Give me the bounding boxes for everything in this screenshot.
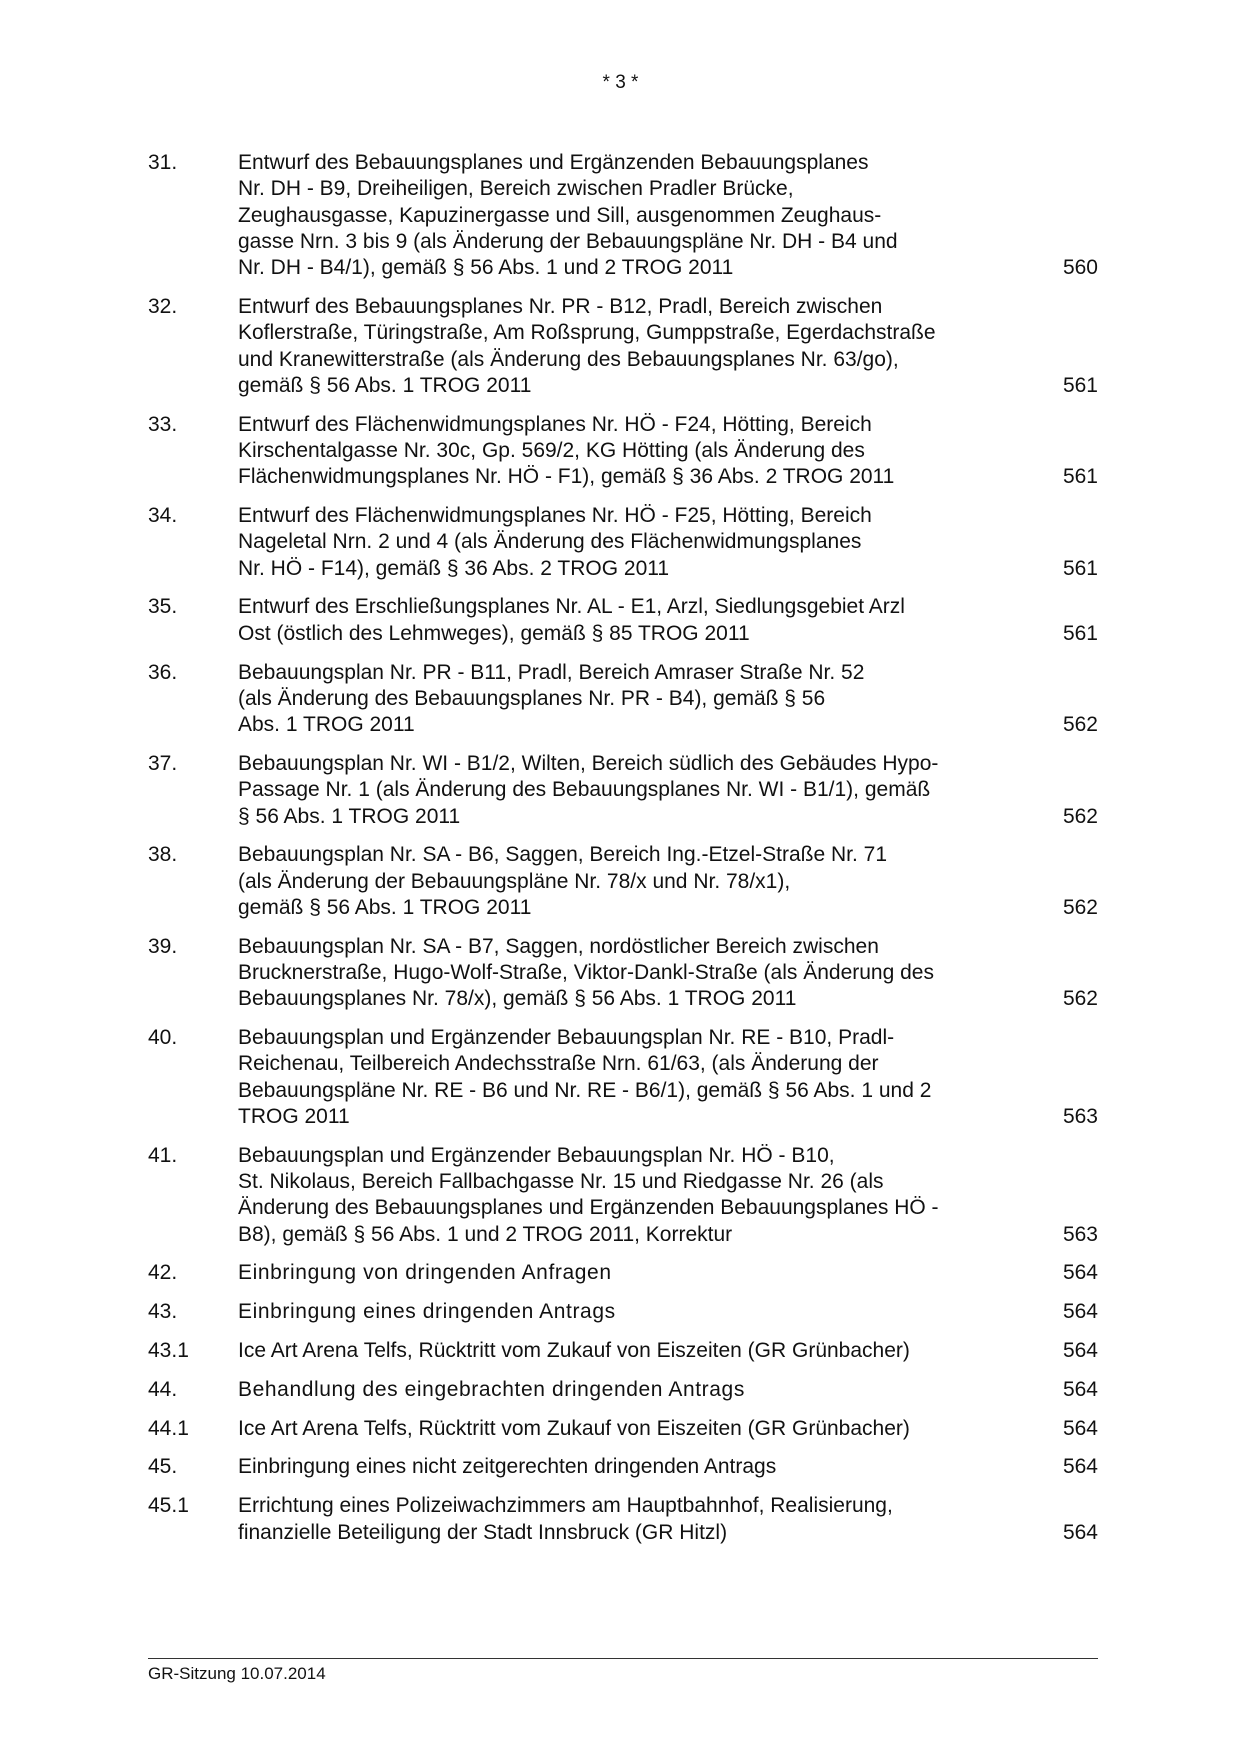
toc-entry-number: 44.1 xyxy=(148,1416,189,1440)
toc-entry xyxy=(148,503,1098,582)
toc-entry-title: Behandlung des eingebrachten dringenden Antrags xyxy=(238,1377,745,1401)
toc-entry-page: 564 xyxy=(1062,1455,1098,1479)
toc-entry xyxy=(148,1299,1098,1325)
toc-entry-number: 42. xyxy=(148,1261,178,1285)
toc-entry xyxy=(148,1025,1098,1130)
footer-divider xyxy=(148,1658,1098,1659)
toc-entry xyxy=(148,1260,1098,1286)
toc-entry-number: 35. xyxy=(148,595,178,619)
page-number: * 3 * xyxy=(602,72,639,93)
toc-entry-page: 561 xyxy=(1062,465,1098,489)
toc-entry-title: Bebauungsplan Nr. SA - B7, Saggen, nordöstlicher Bereich zwischen Brucknerstraße, Hugo-Wolf-Straße, Viktor-Dankl-Straße (als Änderung des Bebauungsplanes Nr. 78/x), gemäß § 56 Abs. 1 TROG 2011 xyxy=(238,934,934,1011)
toc-entry-title: Entwurf des Erschließungsplanes Nr. AL - E1, Arzl, Siedlungsgebiet Arzl Ost (östlich des Lehmweges), gemäß § 85 TROG 2011 xyxy=(238,595,905,645)
toc-entry-page: 563 xyxy=(1062,1222,1098,1246)
toc-entry-title: Ice Art Arena Telfs, Rücktritt vom Zukauf von Eiszeiten (GR Grünbacher) xyxy=(238,1416,910,1440)
toc-entry-number: 43. xyxy=(148,1300,178,1324)
toc-entry-number: 44. xyxy=(148,1377,178,1401)
toc-entry-number: 32. xyxy=(148,294,178,318)
toc-entry-number: 40. xyxy=(148,1026,178,1050)
toc-entry-page: 562 xyxy=(1062,987,1098,1011)
toc-entry-page: 564 xyxy=(1062,1377,1098,1401)
toc-entry xyxy=(148,1493,1098,1546)
toc-entry-title: Entwurf des Bebauungsplanes und Ergänzenden Bebauungsplanes Nr. DH - B9, Dreiheiligen, Bereich zwischen Pradler Brücke, Zeughausgasse, Kapuzinergasse und Sill, ausgenommen Zeughaus- gasse Nrn. 3 bis 9 (als Änderung der Bebauungspläne Nr. DH - B4 und Nr. DH - B4/1), gemäß § 56 Abs. 1 und 2 TROG 2011 xyxy=(238,151,898,280)
toc-entry xyxy=(148,1416,1098,1442)
toc-entry-number: 36. xyxy=(148,660,178,684)
toc-entry-title: Ice Art Arena Telfs, Rücktritt vom Zukauf von Eiszeiten (GR Grünbacher) xyxy=(238,1339,910,1363)
toc-entry-page: 562 xyxy=(1062,804,1098,828)
toc-entry-page: 564 xyxy=(1062,1520,1098,1544)
toc-entry-number: 37. xyxy=(148,751,178,775)
toc-entry-title: Bebauungsplan und Ergänzender Bebauungsplan Nr. RE - B10, Pradl- Reichenau, Teilbereich Andechsstraße Nrn. 61/63, (als Änderung der Bebauungspläne Nr. RE - B6 und Nr. RE - B6/1), gemäß § 56 Abs. 1 und 2 TROG 2011 xyxy=(238,1026,932,1128)
toc-entry xyxy=(148,751,1098,830)
toc-entry xyxy=(148,1143,1098,1248)
toc-entry-number: 38. xyxy=(148,843,178,867)
toc-entry-title: Entwurf des Bebauungsplanes Nr. PR - B12, Pradl, Bereich zwischen Koflerstraße, Türingstraße, Am Roßsprung, Gumppstraße, Egerdachstraße und Kranewitterstraße (als Änderung des Bebauungsplanes Nr. 63/go), gemäß § 56 Abs. 1 TROG 2011 xyxy=(238,294,936,397)
toc-entry-title: Entwurf des Flächenwidmungsplanes Nr. HÖ - F25, Hötting, Bereich Nageletal Nrn. 2 und 4 (als Änderung des Flächenwidmungsplanes Nr. HÖ - F14), gemäß § 36 Abs. 2 TROG 2011 xyxy=(238,504,872,580)
toc-entry xyxy=(148,1377,1098,1403)
toc-entry-page: 563 xyxy=(1062,1105,1098,1128)
toc-entry xyxy=(148,842,1098,921)
toc-entry-title: Bebauungsplan Nr. WI - B1/2, Wilten, Bereich südlich des Gebäudes Hypo- Passage Nr. 1 (als Änderung des Bebauungsplanes Nr. WI - B1/1), gemäß § 56 Abs. 1 TROG 2011 xyxy=(238,751,939,828)
toc-entry-page: 560 xyxy=(1062,256,1098,280)
toc-entry-number: 43.1 xyxy=(148,1339,189,1363)
toc-entry-number: 45.1 xyxy=(148,1494,189,1518)
toc-entry-title: Einbringung eines nicht zeitgerechten dringenden Antrags xyxy=(238,1455,777,1479)
toc-entry-title: Einbringung eines dringenden Antrags xyxy=(238,1300,616,1324)
toc-entry-number: 34. xyxy=(148,504,178,528)
toc-entry-page: 564 xyxy=(1062,1416,1098,1440)
toc-entry-title: Bebauungsplan Nr. PR - B11, Pradl, Bereich Amraser Straße Nr. 52 (als Änderung des Bebauungsplanes Nr. PR - B4), gemäß § 56 Abs. 1 TROG 2011 xyxy=(238,660,865,737)
footer-session-date: GR-Sitzung 10.07.2014 xyxy=(148,1664,326,1683)
toc-entry-title: Einbringung von dringenden Anfragen xyxy=(238,1261,612,1285)
toc-entry-number: 39. xyxy=(148,934,178,958)
toc-entry-number: 31. xyxy=(148,151,178,174)
toc-entry xyxy=(148,594,1098,647)
toc-entry-page: 562 xyxy=(1062,895,1098,919)
toc-entry-number: 33. xyxy=(148,412,178,436)
toc-entry-title: Entwurf des Flächenwidmungsplanes Nr. HÖ - F24, Hötting, Bereich Kirschentalgasse Nr. 30c, Gp. 569/2, KG Hötting (als Änderung des Flächenwidmungsplanes Nr. HÖ - F1), gemäß § 36 Abs. 2 TROG 2011 xyxy=(238,412,895,489)
toc-entry xyxy=(148,294,1098,399)
toc-entry xyxy=(148,1454,1098,1480)
toc-entry-title: Errichtung eines Polizeiwachzimmers am Hauptbahnhof, Realisierung, finanzielle Beteiligung der Stadt Innsbruck (GR Hitzl) xyxy=(238,1494,893,1544)
toc-entry xyxy=(148,150,1098,281)
table-of-contents xyxy=(148,150,1098,1558)
toc-entry xyxy=(148,660,1098,739)
toc-entry-title: Bebauungsplan und Ergänzender Bebauungsplan Nr. HÖ - B10, St. Nikolaus, Bereich Fallbachgasse Nr. 15 und Riedgasse Nr. 26 (als Änderung des Bebauungsplanes und Ergänzenden Bebauungsplanes HÖ - B8), gemäß § 56 Abs. 1 und 2 TROG 2011, Korrektur xyxy=(238,1143,939,1246)
toc-entry-number: 41. xyxy=(148,1143,178,1167)
toc-entry-page: 564 xyxy=(1062,1300,1098,1324)
toc-entry xyxy=(148,1338,1098,1364)
toc-entry-page: 564 xyxy=(1062,1261,1098,1285)
toc-entry-page: 561 xyxy=(1062,373,1098,397)
toc-entry xyxy=(148,934,1098,1013)
toc-entry-page: 561 xyxy=(1062,556,1098,580)
toc-entry-page: 561 xyxy=(1062,621,1098,645)
toc-entry xyxy=(148,412,1098,491)
toc-entry-number: 45. xyxy=(148,1455,178,1479)
toc-entry-page: 564 xyxy=(1062,1339,1098,1363)
toc-entry-page: 562 xyxy=(1062,713,1098,737)
toc-entry-title: Bebauungsplan Nr. SA - B6, Saggen, Bereich Ing.-Etzel-Straße Nr. 71 (als Änderung der Bebauungspläne Nr. 78/x und Nr. 78/x1), gemäß § 56 Abs. 1 TROG 2011 xyxy=(238,843,888,919)
